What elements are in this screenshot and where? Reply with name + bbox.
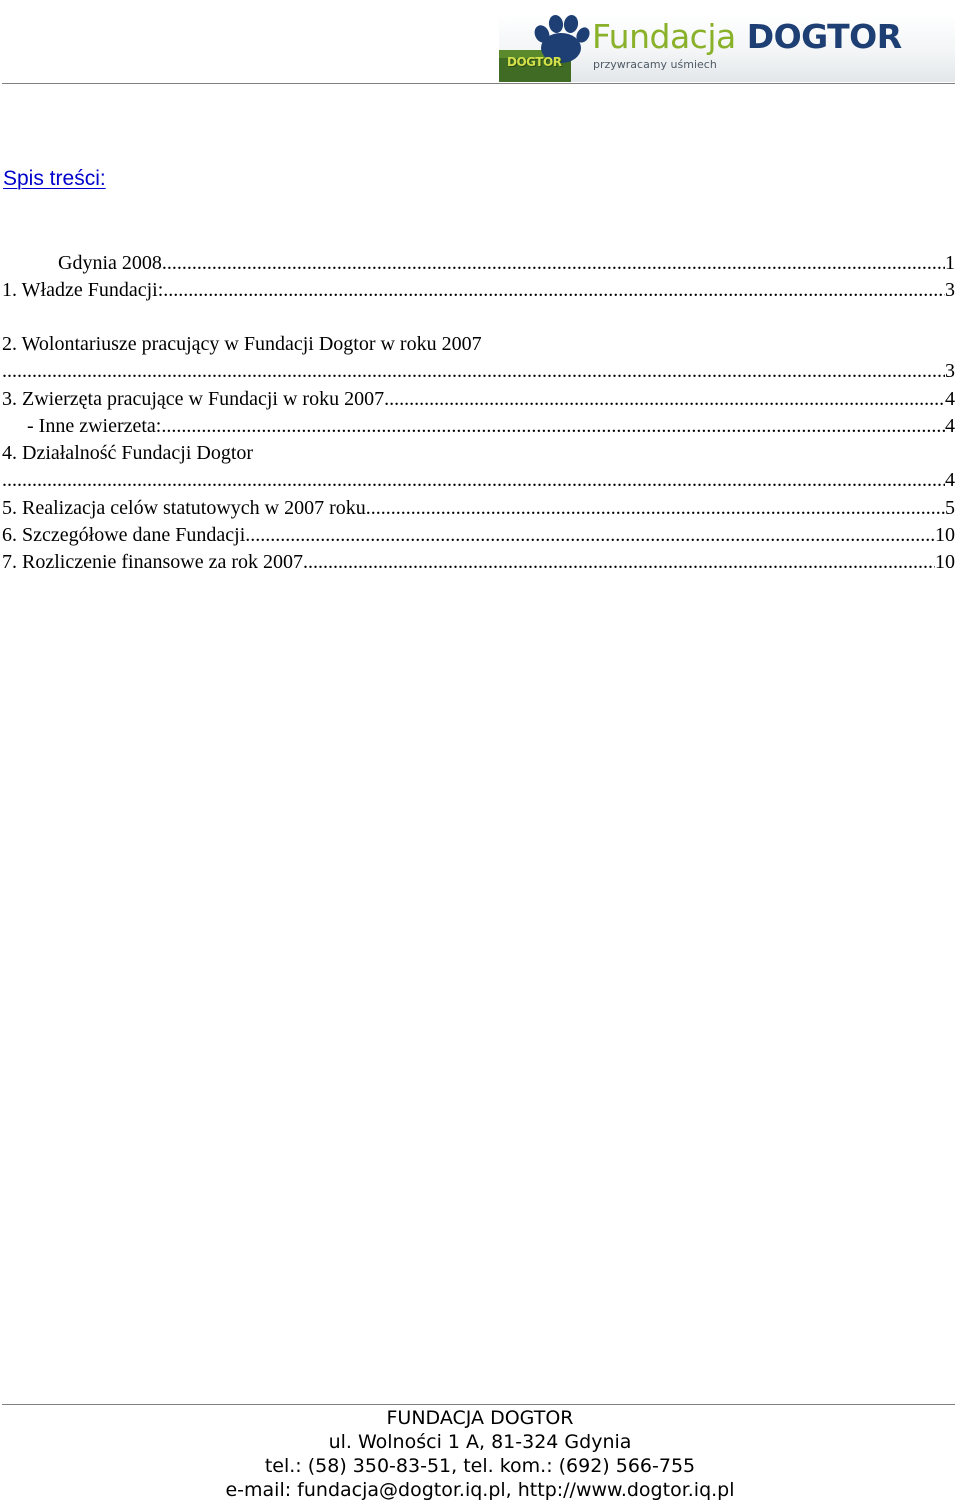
toc-entry-rozliczenie[interactable] — [2, 549, 955, 576]
toc-entry-text: 3. Zwierzęta pracujące w Fundacji w roku 2007 — [2, 388, 385, 410]
toc-leader-dots — [161, 413, 945, 440]
toc-entry-gdynia[interactable] — [58, 250, 955, 277]
header-divider — [2, 83, 955, 84]
toc-entry-realizacja[interactable] — [2, 495, 955, 522]
toc-entry-wolontariusze[interactable]: 2. Wolontariusze pracujący w Fundacji Dogtor w roku 2007 — [2, 333, 482, 355]
toc-entry-page: 3 — [945, 279, 955, 301]
fundacja-dogtor-logo — [499, 14, 955, 82]
toc-entry-text: - Inne zwierzeta: — [27, 415, 162, 437]
toc-leader-dots — [2, 358, 945, 385]
toc-entry-page: 4 — [945, 388, 955, 410]
toc-entry-text: 5. Realizacja celów statutowych w 2007 roku. — [2, 497, 371, 519]
footer-phones: tel.: (58) 350-83-51, tel. kom.: (692) 566-755 — [264, 1455, 696, 1477]
toc-leader-dots — [2, 467, 945, 494]
toc-leader-dots — [162, 250, 945, 277]
toc-entry-page: 3 — [945, 360, 955, 382]
page-footer — [0, 1406, 960, 1502]
footer-contact: e-mail: fundacja@dogtor.iq.pl, http://www.dogtor.iq.pl — [225, 1479, 735, 1501]
toc-entry-page: 5 — [945, 497, 955, 519]
toc-entry-text: 6. Szczegółowe dane Fundacji — [2, 524, 246, 546]
logo-tagline: przywracamy uśmiech — [593, 58, 717, 71]
logo-title-fundacja: Fundacja — [592, 17, 736, 56]
page-header — [0, 0, 960, 84]
toc-leader-dots — [384, 386, 945, 413]
toc-leader-dots — [163, 277, 945, 304]
toc-entry-dzialalnosc[interactable]: 4. Działalność Fundacji Dogtor — [2, 442, 254, 464]
toc-entry-text: 7. Rozliczenie finansowe za rok 2007. — [2, 551, 309, 573]
toc-entry-page: 10 — [935, 551, 955, 573]
toc-heading[interactable]: Spis treści: — [3, 167, 106, 190]
toc-entry-szczegolowe-dane[interactable] — [2, 522, 955, 549]
toc-leader-dots — [371, 495, 945, 522]
logo-title-dogtor: DOGTOR — [746, 17, 902, 56]
footer-divider — [2, 1404, 955, 1405]
toc-entry-zwierzeta[interactable] — [2, 386, 955, 413]
toc-leader-dots — [308, 549, 935, 576]
toc-entry-wolontariusze-leader[interactable] — [2, 358, 955, 385]
toc-entry-text: 1. Władze Fundacji: — [2, 279, 164, 301]
toc-entry-page: 10 — [935, 524, 955, 546]
footer-address: ul. Wolności 1 A, 81-324 Gdynia — [328, 1431, 632, 1453]
toc-entry-page: 4 — [945, 469, 955, 491]
logo-mini-label: DOGTOR — [507, 55, 562, 69]
paw-icon — [499, 14, 599, 82]
logo-title — [592, 17, 902, 56]
footer-org-name: FUNDACJA DOGTOR — [386, 1407, 574, 1429]
toc-leader-dots — [245, 522, 935, 549]
toc-entry-page: 4 — [945, 415, 955, 437]
toc-entry-wladze[interactable] — [2, 277, 955, 304]
toc-entry-dzialalnosc-leader[interactable] — [2, 467, 955, 494]
toc-entry-text: Gdynia 2008 — [58, 252, 162, 274]
toc-entry-inne-zwierzeta[interactable] — [27, 413, 955, 440]
toc-entry-page: 1 — [945, 252, 955, 274]
